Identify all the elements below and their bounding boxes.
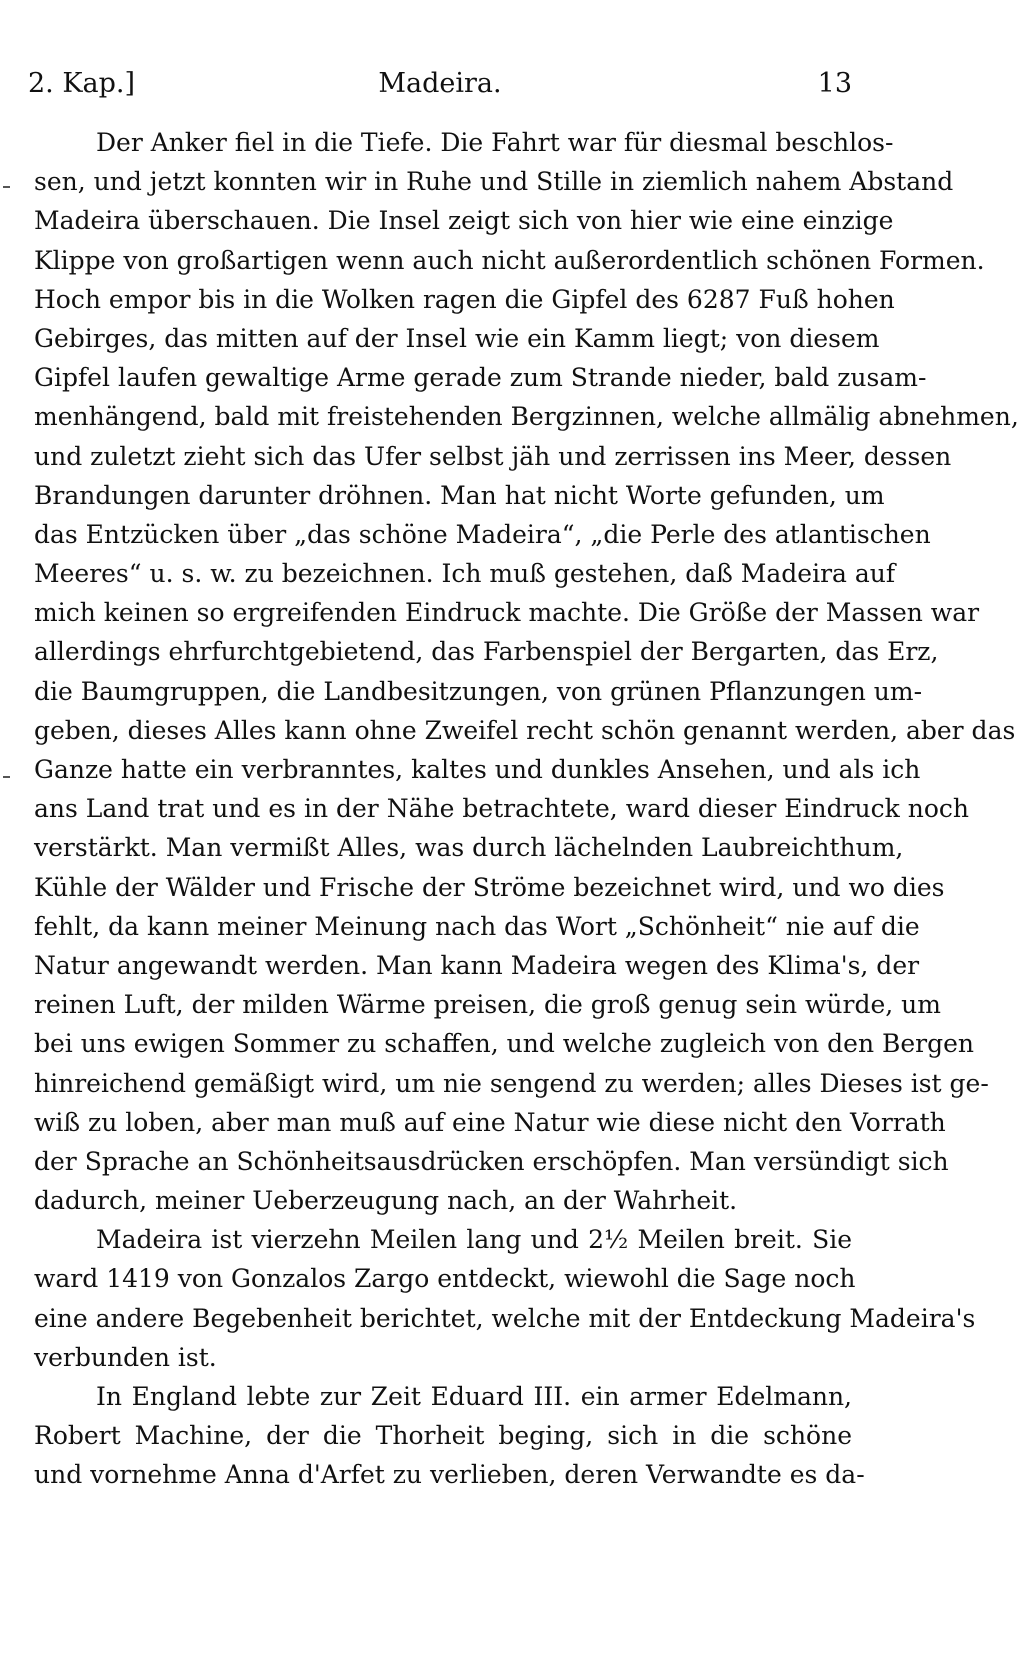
text-line: Natur angewandt werden. Man kann Madeira wegen des Klima's, der — [34, 950, 920, 980]
text-line: verbunden ist. — [34, 1342, 217, 1372]
text-line: Der Anker fiel in die Tiefe. Die Fahrt war für diesmal beschlos- — [96, 128, 894, 157]
text-line: eine andere Begebenheit berichtet, welche mit der Entdeckung Madeira's — [34, 1303, 976, 1333]
text-line: der Sprache an Schönheitsausdrücken erschöpfen. Man versündigt sich — [34, 1146, 949, 1176]
margin-mark — [3, 776, 10, 778]
text-line: Gebirges, das mitten auf der Insel wie ein Kamm liegt; von diesem — [34, 323, 880, 353]
page-number: 13 — [817, 68, 852, 99]
text-line: geben, dieses Alles kann ohne Zweifel recht schön genannt werden, aber das — [34, 715, 1016, 745]
text-line: Kühle der Wälder und Frische der Ströme bezeichnet wird, und wo dies — [34, 872, 945, 902]
text-line: verstärkt. Man vermißt Alles, was durch lächelnden Laubreichthum, — [34, 833, 904, 863]
text-line: hinreichend gemäßigt wird, um nie sengend zu werden; alles Dieses ist ge- — [34, 1068, 989, 1098]
text-line: und vornehme Anna d'Arfet zu verlieben, deren Verwandte es da- — [34, 1460, 865, 1490]
running-header — [28, 64, 852, 104]
text-line: wiß zu loben, aber man muß auf eine Natur wie diese nicht den Vorrath — [34, 1107, 946, 1137]
text-line: menhängend, bald mit freistehenden Bergzinnen, welche allmälig abnehmen, — [34, 402, 1019, 432]
text-line: Brandungen darunter dröhnen. Man hat nicht Worte gefunden, um — [34, 480, 885, 510]
text-line: Klippe von großartigen wenn auch nicht außerordentlich schönen Formen. — [34, 245, 985, 275]
text-line: ans Land trat und es in der Nähe betrachtete, ward dieser Eindruck noch — [34, 794, 969, 824]
text-line: Robert Machine, der die Thorheit beging, sich in die schöne — [34, 1421, 852, 1451]
text-line: Ganze hatte ein verbranntes, kaltes und dunkles Ansehen, und als ich — [34, 755, 921, 784]
text-line: bei uns ewigen Sommer zu schaffen, und welche zugleich von den Bergen — [34, 1029, 975, 1059]
text-line: Meeres“ u. s. w. zu bezeichnen. Ich muß gestehen, daß Madeira auf — [34, 559, 896, 589]
text-line: und zuletzt zieht sich das Ufer selbst jäh und zerrissen ins Meer, dessen — [34, 441, 952, 471]
text-line: die Baumgruppen, die Landbesitzungen, von grünen Pflanzungen um- — [34, 676, 923, 706]
chapter-label: 2. Kap.] — [28, 68, 136, 99]
text-line: Gipfel laufen gewaltige Arme gerade zum Strande nieder, bald zusam- — [34, 363, 927, 393]
text-line: mich keinen so ergreifenden Eindruck machte. Die Größe der Massen war — [34, 598, 980, 628]
text-line: Madeira ist vierzehn Meilen lang und 2½ Meilen breit. Sie — [96, 1225, 852, 1255]
text-line: Hoch empor bis in die Wolken ragen die Gipfel des 6287 Fuß hohen — [34, 284, 895, 314]
text-line: Madeira überschauen. Die Insel zeigt sich von hier wie eine einzige — [34, 206, 894, 236]
text-line: ward 1419 von Gonzalos Zargo entdeckt, wiewohl die Sage noch — [34, 1264, 856, 1294]
running-title: Madeira. — [378, 68, 502, 99]
text-line: sen, und jetzt konnten wir in Ruhe und Stille in ziemlich nahem Abstand — [34, 167, 954, 197]
text-line: reinen Luft, der milden Wärme preisen, die groß genug sein würde, um — [34, 990, 941, 1020]
text-line: dadurch, meiner Ueberzeugung nach, an der Wahrheit. — [34, 1186, 738, 1216]
body-text — [34, 123, 1019, 1495]
text-line: fehlt, da kann meiner Meinung nach das Wort „Schönheit“ nie auf die — [34, 911, 920, 941]
text-line: das Entzücken über „das schöne Madeira“, „die Perle des atlantischen — [34, 519, 931, 549]
margin-mark — [3, 186, 10, 188]
text-line: allerdings ehrfurchtgebietend, das Farbenspiel der Bergarten, das Erz, — [34, 637, 939, 667]
text-line: In England lebte zur Zeit Eduard III. ein armer Edelmann, — [96, 1382, 852, 1411]
